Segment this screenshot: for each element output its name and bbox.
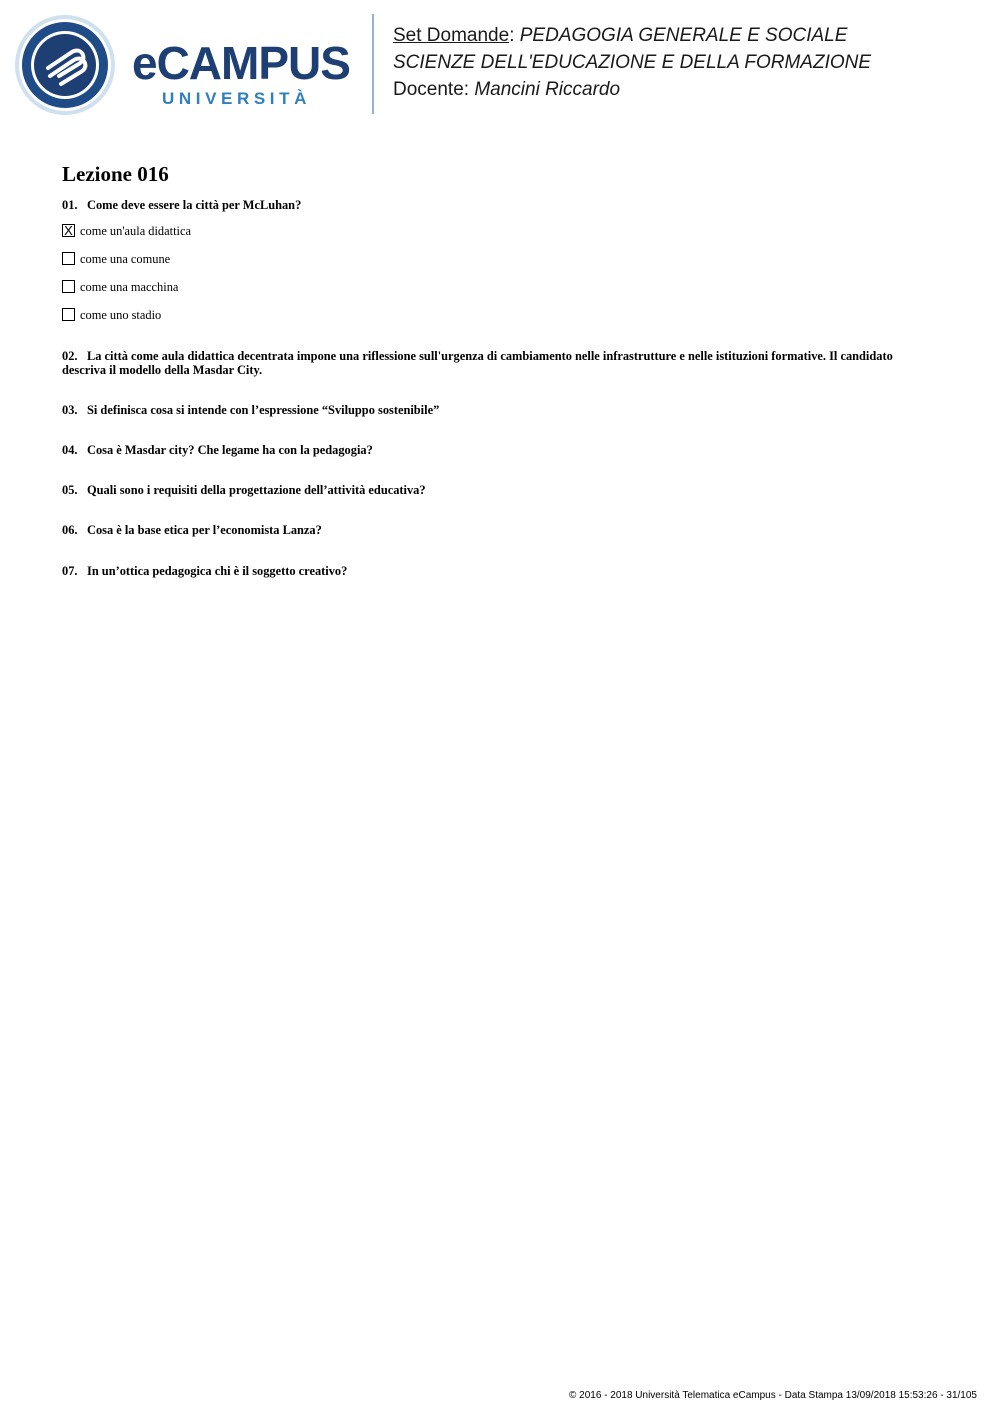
question-number: 06.	[62, 523, 78, 537]
page-footer: © 2016 - 2018 Università Telematica eCampus - Data Stampa 13/09/2018 15:53:26 - 31/105	[569, 1390, 977, 1401]
question-text: Quali sono i requisiti della progettazione dell’attività educativa?	[87, 483, 426, 497]
degree-line	[393, 49, 993, 76]
header-divider	[372, 14, 374, 114]
question-07	[62, 564, 932, 578]
logo-sub-text: UNIVERSITÀ	[162, 89, 311, 108]
lesson-title: Lezione 016	[62, 162, 169, 186]
question-text: La città come aula didattica decentrata impone una riflessione sull'urgenza di cambiamento nelle infrastrutture e nelle istituzioni formative. Il candidato descriva il modello della Masdar City.	[62, 349, 893, 377]
question-text: In un’ottica pedagogica chi è il soggetto creativo?	[87, 564, 348, 578]
question-06	[62, 523, 932, 537]
question-number: 01.	[62, 198, 78, 212]
question-number: 03.	[62, 403, 78, 417]
set-title: PEDAGOGIA GENERALE E SOCIALE	[519, 25, 848, 46]
header-info	[393, 22, 993, 103]
question-number: 05.	[62, 483, 78, 497]
option-label: come uno stadio	[80, 308, 162, 322]
question-01	[62, 198, 932, 212]
question-number: 02.	[62, 349, 78, 363]
ecampus-wordmark	[132, 37, 357, 112]
ecampus-seal-logo	[14, 14, 116, 116]
option-label: come una macchina	[80, 280, 179, 294]
checkbox[interactable]	[62, 308, 75, 321]
option-label: come un'aula didattica	[80, 224, 191, 238]
question-04	[62, 443, 932, 457]
logo-brand-text: eCAMPUS	[132, 37, 350, 89]
question-text: Si definisca cosa si intende con l’espressione “Sviluppo sostenibile”	[87, 403, 440, 417]
degree-title: SCIENZE DELL'EDUCAZIONE E DELLA FORMAZIONE	[393, 52, 872, 73]
question-text: Come deve essere la città per McLuhan?	[87, 198, 302, 212]
checkbox-checked[interactable]: X	[62, 224, 75, 237]
option-label: come una comune	[80, 252, 171, 266]
checkbox[interactable]	[62, 280, 75, 293]
set-line: Set Domande: PEDAGOGIA GENERALE E SOCIALE	[393, 25, 848, 46]
teacher-label: Docente:	[393, 79, 470, 100]
teacher-name: Mancini Riccardo	[474, 79, 621, 100]
question-05	[62, 483, 932, 497]
question-number: 04.	[62, 443, 78, 457]
teacher-line	[393, 76, 993, 103]
question-03	[62, 403, 932, 417]
question-text: Cosa è Masdar city? Che legame ha con la pedagogia?	[87, 443, 373, 457]
question-02	[62, 349, 932, 377]
question-number: 07.	[62, 564, 78, 578]
checkbox[interactable]	[62, 252, 75, 265]
set-label: Set Domande	[393, 25, 510, 46]
question-text: Cosa è la base etica per l’economista Lanza?	[87, 523, 322, 537]
